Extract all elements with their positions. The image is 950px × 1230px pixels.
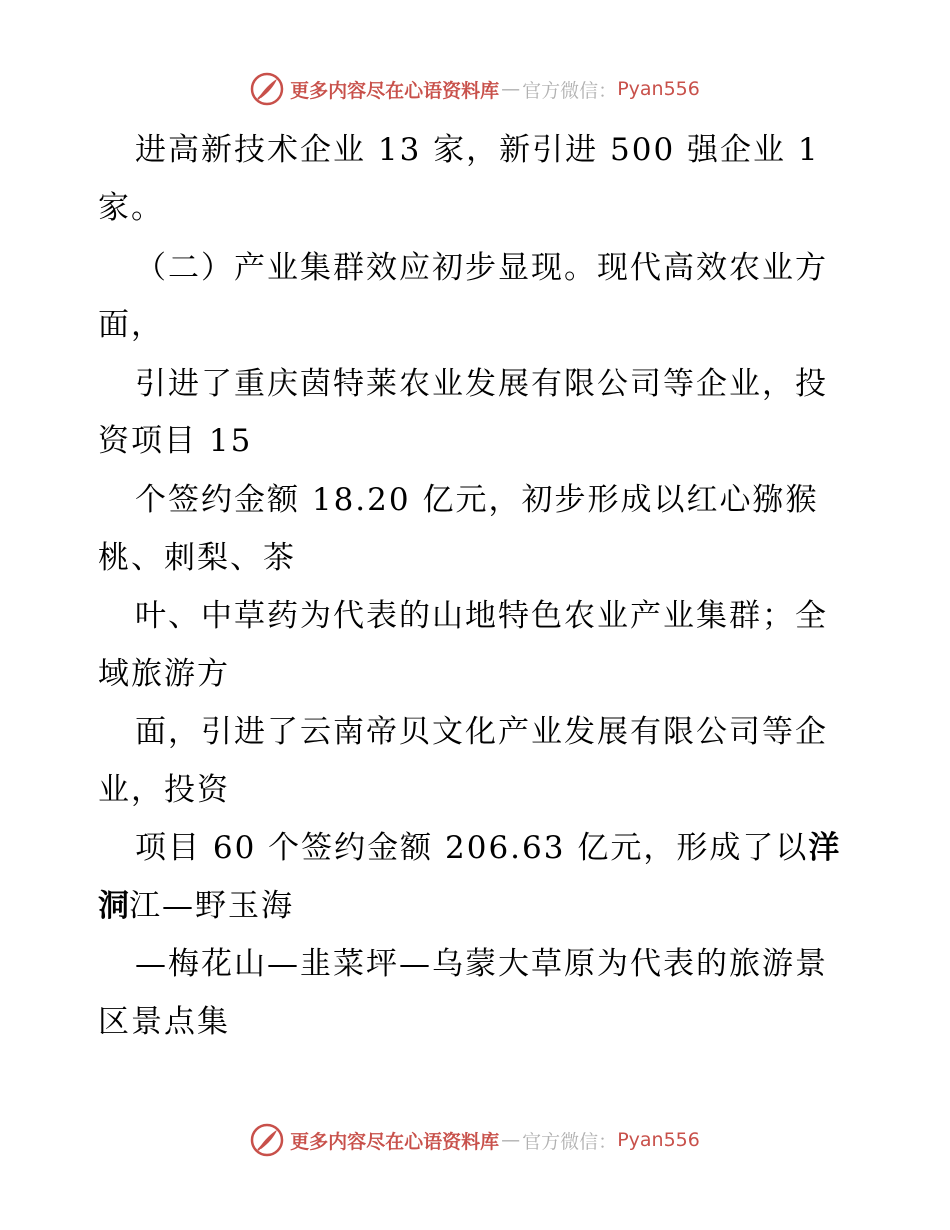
body-line: 域旅游方	[98, 656, 230, 692]
watermark-id: Pyan556	[617, 78, 700, 100]
feather-quill-icon	[250, 1123, 284, 1157]
watermark-text: 更多内容尽在心语资料库	[290, 79, 500, 102]
watermark-separator: —	[501, 1129, 521, 1151]
body-line: 桃、刺梨、茶	[98, 540, 296, 576]
body-line: 面，引进了云南帝贝文化产业发展有限公司等企	[135, 714, 828, 750]
header-watermark	[0, 71, 950, 107]
body-line: 面，	[98, 307, 164, 343]
watermark-id: Pyan556	[617, 1129, 700, 1151]
body-line	[135, 828, 839, 868]
body-line: 进高新技术企业 13 家，新引进 500 强企业 1	[135, 132, 820, 168]
footer-watermark	[0, 1122, 950, 1158]
body-line: （二）产业集群效应初步显现。现代高效农业方	[135, 250, 828, 286]
body-line: 资项目 15	[98, 423, 253, 459]
watermark-suffix: 官方微信：	[522, 79, 618, 102]
body-line: 区景点集	[98, 1004, 230, 1040]
body-line: 家。	[98, 190, 164, 226]
body-line: —梅花山—韭菜坪—乌蒙大草原为代表的旅游景	[135, 946, 828, 982]
body-line: 个签约金额 18.20 亿元，初步形成以红心猕猴	[135, 482, 819, 518]
body-line-bold-char: 洋	[808, 830, 840, 866]
body-line: 业，投资	[98, 772, 230, 808]
body-line-text: 项目 60 个签约金额 206.63 亿元，形成了以	[135, 830, 809, 866]
watermark-separator: —	[501, 78, 521, 100]
body-line-text: 江—野玉海	[129, 888, 294, 924]
body-line: 引进了重庆茵特莱农业发展有限公司等企业，投	[135, 366, 828, 402]
watermark-suffix: 官方微信：	[522, 1130, 618, 1153]
body-line: 叶、中草药为代表的山地特色农业产业集群；全	[135, 598, 828, 634]
feather-quill-icon	[250, 72, 284, 106]
body-line	[98, 886, 294, 926]
watermark-text: 更多内容尽在心语资料库	[290, 1130, 500, 1153]
body-line-bold-char: 洞	[98, 888, 129, 924]
